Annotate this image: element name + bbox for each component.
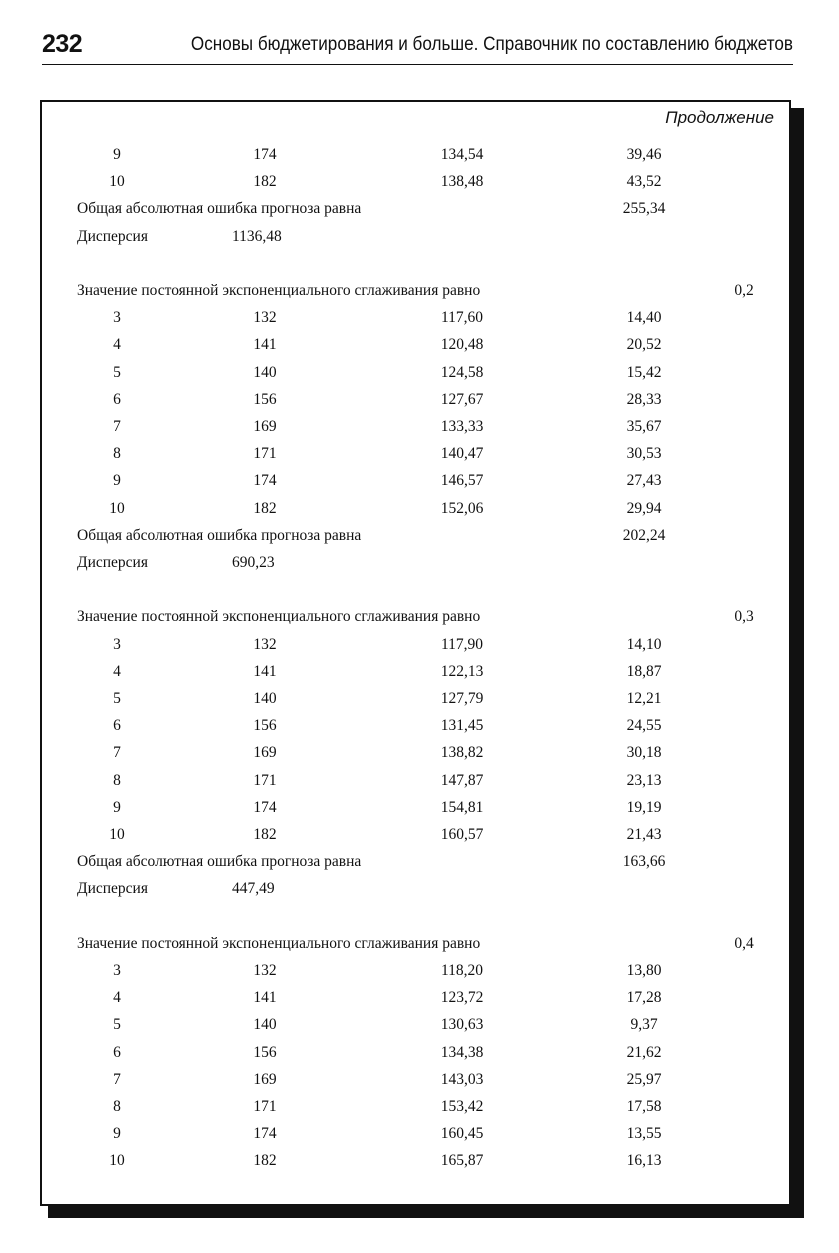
- table-cell: 19,19: [626, 798, 662, 816]
- table-cell: 169: [253, 744, 277, 762]
- total-error-value: 202,24: [622, 526, 666, 544]
- table-row: [42, 987, 789, 1009]
- table-cell: 8: [113, 771, 121, 789]
- table-cell: 140,47: [440, 445, 484, 463]
- total-error-value: 255,34: [622, 200, 666, 218]
- table-cell: 160,57: [440, 826, 484, 843]
- table-row: [42, 1042, 789, 1064]
- table-cell: 133,33: [440, 418, 484, 435]
- dispersion-label: Дисперсия: [77, 880, 148, 898]
- total-error-value: 163,66: [622, 853, 666, 871]
- table-cell: 134,38: [440, 1043, 484, 1061]
- table-cell: 7: [113, 418, 121, 435]
- table-cell: 152,06: [440, 499, 484, 517]
- smoothing-constant-value: 0,4: [734, 934, 754, 952]
- table-row: [42, 770, 789, 792]
- table-row: [42, 389, 789, 411]
- smoothing-constant-label: Значение постоянной экспоненциального сглаживания равно: [77, 934, 481, 952]
- total-error-row: [42, 851, 789, 873]
- table-cell: 127,67: [440, 390, 484, 408]
- table-cell: 13,55: [626, 1125, 662, 1143]
- table-row: [42, 742, 789, 764]
- table-cell: 29,94: [626, 499, 662, 517]
- table-cell: 14,10: [626, 635, 662, 653]
- table-cell: 3: [113, 309, 121, 327]
- table-body: [42, 102, 789, 1204]
- table-cell: 4: [113, 336, 121, 354]
- table-row: [42, 443, 789, 465]
- table-cell: 9: [113, 798, 121, 816]
- table-cell: 5: [113, 1016, 121, 1034]
- table-cell: 156: [253, 1043, 277, 1061]
- table-cell: 146,57: [440, 472, 484, 490]
- table-row: [42, 1069, 789, 1091]
- table-cell: 182: [253, 826, 277, 843]
- smoothing-constant-value: 0,3: [734, 608, 754, 626]
- table-cell: 6: [113, 717, 121, 735]
- table-row: [42, 171, 789, 193]
- table-cell: 10: [109, 1152, 125, 1170]
- table-cell: 7: [113, 1070, 121, 1088]
- table-row: [42, 960, 789, 982]
- table-cell: 131,45: [440, 717, 484, 735]
- running-title: Основы бюджетирования и больше. Справочник по составлению бюджетов: [190, 34, 793, 55]
- table-cell: 24,55: [626, 717, 662, 735]
- table-cell: 10: [109, 499, 125, 517]
- total-error-row: [42, 198, 789, 220]
- table-cell: 174: [253, 798, 277, 816]
- total-error-label: Общая абсолютная ошибка прогноза равна: [77, 526, 362, 544]
- page-number: 232: [42, 30, 83, 58]
- table-cell: 5: [113, 363, 121, 381]
- dispersion-label: Дисперсия: [77, 554, 148, 571]
- table-cell: 9,37: [630, 1016, 658, 1034]
- table-cell: 134,54: [440, 146, 484, 163]
- table-row: [42, 362, 789, 384]
- dispersion-value: 1136,48: [232, 227, 282, 245]
- table-cell: 15,42: [626, 363, 662, 381]
- table-row: [42, 416, 789, 438]
- dispersion-label: Дисперсия: [77, 227, 148, 245]
- table-cell: 10: [109, 826, 125, 843]
- table-cell: 124,58: [440, 363, 484, 381]
- table-cell: 9: [113, 1125, 121, 1143]
- table-cell: 30,18: [626, 744, 662, 762]
- dispersion-value: 447,49: [232, 880, 275, 898]
- table-cell: 174: [253, 1125, 277, 1143]
- table-row: [42, 1150, 789, 1172]
- table-cell: 182: [253, 173, 277, 191]
- table-cell: 140: [253, 363, 277, 381]
- table-cell: 9: [113, 472, 121, 490]
- table-cell: 3: [113, 635, 121, 653]
- table-cell: 169: [253, 1070, 277, 1088]
- table-cell: 154,81: [440, 798, 484, 816]
- table-cell: 165,87: [440, 1152, 484, 1170]
- table-cell: 182: [253, 1152, 277, 1170]
- smoothing-constant-row: [42, 933, 789, 955]
- table-cell: 127,79: [440, 690, 484, 707]
- table-cell: 28,33: [626, 390, 662, 408]
- data-table: [40, 100, 791, 1206]
- table-cell: 17,28: [626, 989, 662, 1007]
- table-cell: 171: [253, 771, 277, 789]
- table-cell: 169: [253, 418, 277, 435]
- table-cell: 171: [253, 445, 277, 463]
- table-cell: 138,82: [440, 744, 484, 762]
- table-cell: 7: [113, 744, 121, 762]
- table-row: [42, 1096, 789, 1118]
- table-cell: 23,13: [626, 771, 662, 789]
- table-cell: 156: [253, 717, 277, 735]
- table-cell: 118,20: [440, 962, 484, 979]
- table-row: [42, 715, 789, 737]
- smoothing-constant-value: 0,2: [734, 282, 754, 299]
- table-cell: 156: [253, 390, 277, 408]
- smoothing-constant-row: [42, 606, 789, 628]
- total-error-row: [42, 525, 789, 547]
- table-cell: 140: [253, 1016, 277, 1034]
- table-cell: 43,52: [626, 173, 662, 191]
- table-cell: 10: [109, 173, 125, 191]
- table-cell: 147,87: [440, 771, 484, 789]
- table-row: [42, 470, 789, 492]
- continuation-label: Продолжение: [665, 108, 774, 127]
- table-cell: 4: [113, 989, 121, 1007]
- table-cell: 123,72: [440, 989, 484, 1007]
- table-cell: 30,53: [626, 445, 662, 463]
- table-cell: 3: [113, 962, 121, 979]
- table-row: [42, 1014, 789, 1036]
- table-cell: 122,13: [440, 662, 484, 680]
- table-cell: 132: [253, 309, 277, 327]
- table-row: [42, 824, 789, 846]
- table-cell: 13,80: [626, 962, 662, 979]
- table-cell: 141: [253, 989, 277, 1007]
- table-cell: 17,58: [626, 1098, 662, 1115]
- dispersion-row: [42, 878, 789, 900]
- table-row: [42, 498, 789, 520]
- table-cell: 132: [253, 635, 277, 653]
- table-row: [42, 797, 789, 819]
- table-row: [42, 634, 789, 656]
- table-cell: 27,43: [626, 472, 662, 490]
- table-cell: 182: [253, 499, 277, 517]
- table-cell: 6: [113, 1043, 121, 1061]
- table-cell: 20,52: [626, 336, 662, 354]
- table-cell: 18,87: [626, 662, 662, 680]
- smoothing-constant-row: [42, 280, 789, 302]
- table-cell: 6: [113, 390, 121, 408]
- table-cell: 174: [253, 146, 277, 163]
- table-cell: 14,40: [626, 309, 662, 327]
- table-cell: 174: [253, 472, 277, 490]
- table-cell: 39,46: [626, 146, 662, 163]
- table-row: [42, 334, 789, 356]
- table-cell: 160,45: [440, 1125, 484, 1143]
- table-cell: 21,62: [626, 1043, 662, 1061]
- total-error-label: Общая абсолютная ошибка прогноза равна: [77, 200, 362, 218]
- table-cell: 143,03: [440, 1070, 484, 1088]
- smoothing-constant-label: Значение постоянной экспоненциального сглаживания равно: [77, 608, 481, 626]
- table-row: [42, 661, 789, 683]
- table-cell: 153,42: [440, 1098, 484, 1115]
- table-cell: 130,63: [440, 1016, 484, 1034]
- table-cell: 120,48: [440, 336, 484, 354]
- table-cell: 25,97: [626, 1070, 662, 1088]
- table-cell: 117,60: [440, 309, 484, 327]
- table-cell: 117,90: [440, 635, 484, 653]
- table-cell: 12,21: [626, 690, 662, 707]
- table-cell: 171: [253, 1098, 277, 1115]
- table-row: [42, 307, 789, 329]
- table-cell: 141: [253, 336, 277, 354]
- table-row: [42, 688, 789, 710]
- table-cell: 5: [113, 690, 121, 707]
- table-cell: 140: [253, 690, 277, 707]
- table-cell: 16,13: [626, 1152, 662, 1170]
- table-cell: 35,67: [626, 418, 662, 435]
- table-row: [42, 1123, 789, 1145]
- table-cell: 138,48: [440, 173, 484, 191]
- dispersion-row: [42, 552, 789, 574]
- dispersion-value: 690,23: [232, 554, 275, 571]
- table-cell: 21,43: [626, 826, 662, 843]
- table-cell: 9: [113, 146, 121, 163]
- total-error-label: Общая абсолютная ошибка прогноза равна: [77, 853, 362, 871]
- table-cell: 4: [113, 662, 121, 680]
- table-cell: 132: [253, 962, 277, 979]
- smoothing-constant-label: Значение постоянной экспоненциального сглаживания равно: [77, 282, 481, 299]
- table-row: [42, 144, 789, 166]
- table-cell: 8: [113, 445, 121, 463]
- dispersion-row: [42, 226, 789, 248]
- table-cell: 141: [253, 662, 277, 680]
- table-cell: 8: [113, 1098, 121, 1115]
- page-header: [42, 28, 793, 65]
